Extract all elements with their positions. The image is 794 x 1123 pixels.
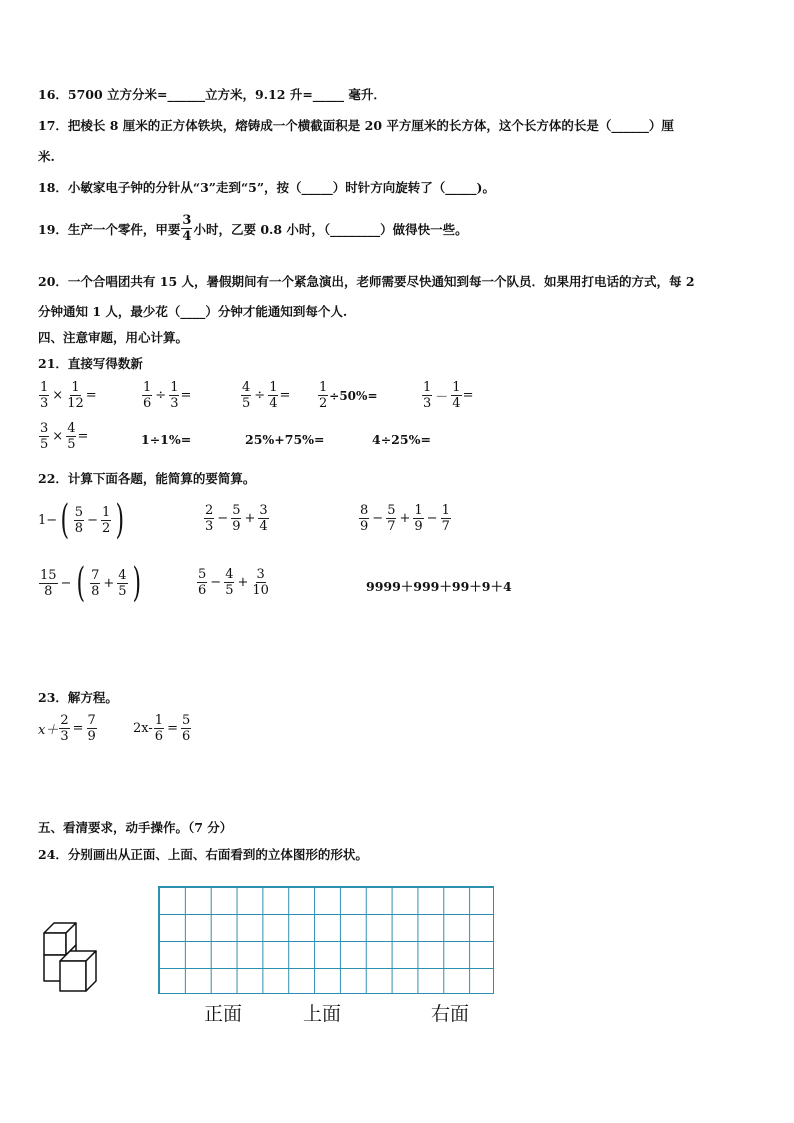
q21-r2-a: $\frac{3}{5}$ × $\frac{4}{5}$ =: [40, 421, 89, 452]
question-text: 生产一个零件，甲要: [67, 221, 181, 237]
question-number: 16．: [38, 87, 68, 102]
question-number: 20．: [38, 274, 68, 289]
question-24-title: 24．分别画出从正面、上面、右面看到的立体图形的形状。: [38, 847, 368, 862]
section-5-heading: 五、看清要求，动手操作。（7 分）: [38, 820, 233, 835]
q21-r2-c: 25%+75%=: [245, 432, 325, 447]
q23-equation-1: x＋ $\frac{2}{3}$ = $\frac{7}{9}$: [38, 713, 96, 744]
q21-r1-d: $\frac{1}{2}$ ÷50%=: [319, 380, 378, 411]
question-17: [38, 116, 674, 134]
question-20: [38, 272, 695, 290]
q22-expr-4: $\frac{15}{8}$ − ( $\frac{7}{8}$ + $\frac{4}{5}$ ): [40, 560, 141, 606]
q22-expr-1: 1− ( $\frac{5}{8}$ − $\frac{1}{2}$ ): [38, 497, 125, 543]
section-4-heading: 四、注意审题，用心计算。: [38, 330, 189, 345]
q21-r1-a: $\frac{1}{3}$ × $\frac{1}{12}$ =: [40, 380, 97, 411]
q21-r2-d: 4÷25%=: [372, 432, 431, 447]
question-23-title: 23．解方程。: [38, 690, 118, 705]
cube-figure: [40, 915, 110, 995]
fraction: $\frac{3}{4}$: [182, 213, 192, 244]
q22-expr-6: 9999＋999＋99＋9＋4: [366, 579, 512, 594]
question-22-title: 22．计算下面各题，能简算的要简算。: [38, 471, 256, 486]
q22-expr-3: $\frac{8}{9}$ − $\frac{5}{7}$ + $\frac{1}{9}$ − $\frac{1}{7}$: [360, 503, 450, 534]
question-number: 18．: [38, 180, 68, 195]
question-17-continued: 米.: [38, 149, 55, 164]
drawing-grid[interactable]: [158, 886, 494, 994]
question-21-title: 21．直接写得数新: [38, 356, 143, 371]
label-top-view: 上面: [303, 1003, 342, 1025]
q21-r1-c: $\frac{4}{5}$ ÷ $\frac{1}{4}$ =: [242, 380, 291, 411]
q22-expr-2: $\frac{2}{3}$ − $\frac{5}{9}$ + $\frac{3}{4}$: [205, 503, 268, 534]
question-number: 19．: [38, 221, 68, 237]
label-right-view: 右面: [431, 1003, 470, 1025]
label-front-view: 正面: [204, 1003, 243, 1025]
question-text: 小敏家电子钟的分针从“3”走到“5”，按（_____）时针方向旋转了（_____)。: [67, 180, 495, 195]
question-16: [38, 85, 386, 103]
question-18: [38, 178, 495, 196]
question-19: [38, 213, 468, 244]
question-text: 小时，乙要 0.8 小时，（________）做得快一些。: [193, 221, 468, 237]
q22-expr-5: $\frac{5}{6}$ − $\frac{4}{5}$ + $\frac{3}{10}$: [198, 567, 269, 598]
question-20-continued: 分钟通知 1 人，最少花（____）分钟才能通知到每个人.: [38, 304, 348, 319]
question-number: 17．: [38, 118, 68, 133]
q23-equation-2: 2x- $\frac{1}{6}$ = $\frac{5}{6}$: [133, 713, 191, 744]
q21-r2-b: 1÷1%=: [141, 432, 192, 447]
question-text: 一个合唱团共有 15 人，暑假期间有一个紧急演出，老师需要尽快通知到每一个队员．如果用打电话的方式，每 2: [67, 274, 695, 289]
question-text: 把棱长 8 厘米的正方体铁块，熔铸成一个横截面积是 20 平方厘米的长方体，这个长方体的长是（______）厘: [67, 118, 674, 133]
q21-r1-b: $\frac{1}{6}$ ÷ $\frac{1}{3}$ =: [143, 380, 192, 411]
q21-r1-e: $\frac{1}{3}$ － $\frac{1}{4}$ =: [423, 380, 474, 411]
question-text: 5700 立方分米=______立方米，9.12 升=_____ 毫升．: [67, 87, 386, 102]
